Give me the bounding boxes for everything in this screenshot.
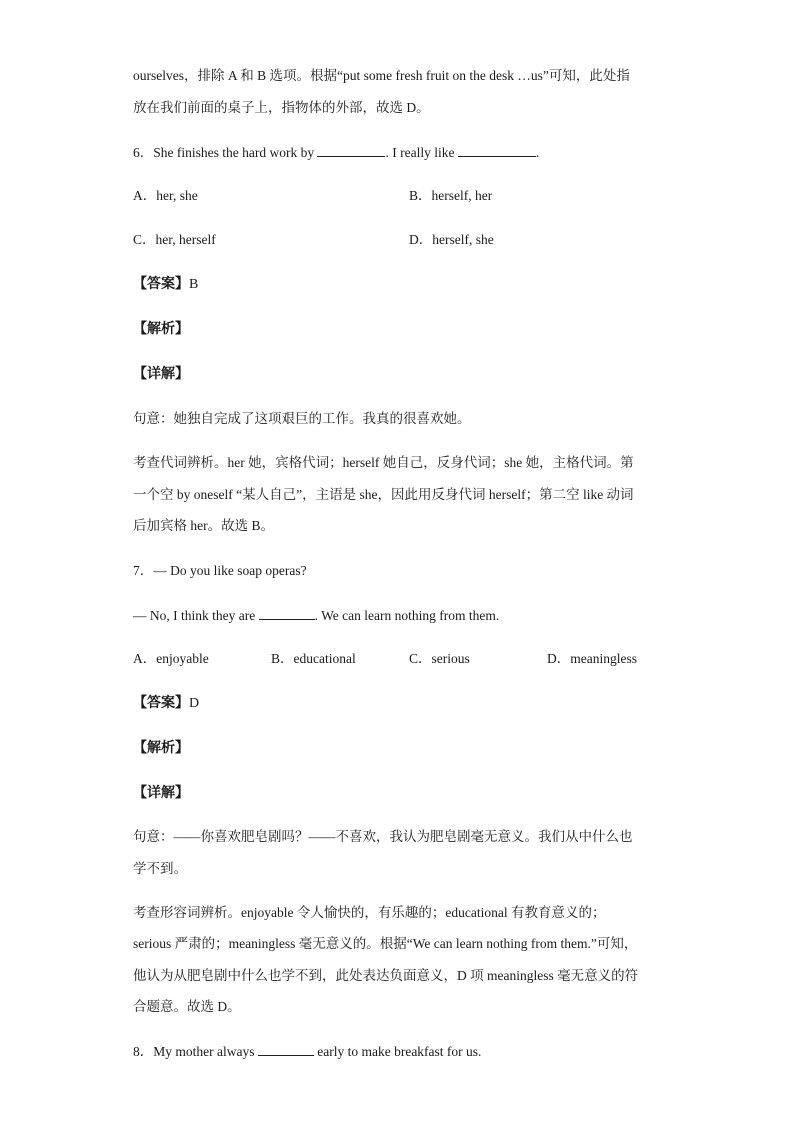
- answer-blank: [258, 1041, 314, 1056]
- q7-option-d: D．meaningless: [547, 651, 637, 666]
- question-7-stem-line-2: [133, 605, 499, 626]
- q6-explain-line-2: 一个空 by oneself “某人自己”，主语是 she，因此用反身代词 herself；第二空 like 动词: [133, 487, 634, 502]
- intro-line-2: 放在我们前面的桌子上，指物体的外部，故选 D。: [133, 100, 430, 115]
- q6-explain-line-3: 后加宾格 her。故选 B。: [133, 518, 274, 533]
- q6-option-c: C．her, herself: [133, 232, 216, 247]
- q6-analysis-heading: 【解析】: [133, 321, 189, 337]
- question-6-stem-part-3: .: [535, 145, 540, 160]
- answer-blank: [259, 605, 315, 620]
- q6-option-a: A．her, she: [133, 188, 198, 203]
- question-7-dialog-2b: . We can learn nothing from them.: [314, 608, 500, 623]
- question-7-dialog-1: — Do you like soap operas?: [153, 563, 307, 578]
- question-8-stem-part-2: early to make breakfast for us.: [317, 1044, 482, 1059]
- question-7-stem-line-1: [133, 561, 307, 581]
- q7-explain-line-3: 他认为从肥皂剧中什么也学不到，此处表达负面意义，D 项 meaningless 毫无意义的符: [133, 968, 639, 983]
- q6-meaning: 句意：她独自完成了这项艰巨的工作。我真的很喜欢她。: [133, 411, 471, 426]
- question-6-stem: [133, 142, 539, 163]
- q7-option-a: A．enjoyable: [133, 651, 209, 666]
- answer-blank: [458, 142, 536, 157]
- q7-answer: 【答案】D: [133, 695, 200, 711]
- answer-blank: [317, 142, 385, 157]
- q6-option-d: D．herself, she: [409, 232, 494, 247]
- q7-meaning-line-2: 学不到。: [133, 861, 187, 876]
- question-6-stem-part-2: . I really like: [385, 145, 455, 160]
- q6-answer: 【答案】B: [133, 276, 199, 292]
- question-8-stem-part-1: My mother always: [153, 1044, 255, 1059]
- q7-explain-line-4: 合题意。故选 D。: [133, 999, 241, 1014]
- intro-line-1: ourselves，排除 A 和 B 选项。根据“put some fresh fruit on the desk …us”可知，此处指: [133, 68, 630, 83]
- q6-explain-line-1: 考查代词辨析。her 她，宾格代词；herself 她自己，反身代词；she 她，主格代词。第: [133, 455, 634, 470]
- q7-option-c: C．serious: [409, 651, 470, 666]
- q7-detail-heading: 【详解】: [133, 785, 189, 801]
- q7-meaning-line-1: 句意：——你喜欢肥皂剧吗？——不喜欢，我认为肥皂剧毫无意义。我们从中什么也: [133, 829, 633, 844]
- q7-explain-line-1: 考查形容词辨析。enjoyable 令人愉快的，有乐趣的；educational 有教育意义的；: [133, 905, 606, 920]
- q6-detail-heading: 【详解】: [133, 366, 189, 382]
- question-6-stem-part-1: She finishes the hard work by: [153, 145, 315, 160]
- question-8-number: 8．: [133, 1044, 154, 1059]
- question-7-dialog-2a: — No, I think they are: [133, 608, 256, 623]
- q7-option-b: B．educational: [271, 651, 356, 666]
- question-6-number: 6．: [133, 145, 154, 160]
- question-8-stem: [133, 1041, 481, 1062]
- q6-option-b: B．herself, her: [409, 188, 493, 203]
- question-7-number: 7．: [133, 563, 154, 578]
- q7-analysis-heading: 【解析】: [133, 740, 189, 756]
- q7-explain-line-2: serious 严肃的；meaningless 毫无意义的。根据“We can learn nothing from them.”可知，: [133, 936, 638, 951]
